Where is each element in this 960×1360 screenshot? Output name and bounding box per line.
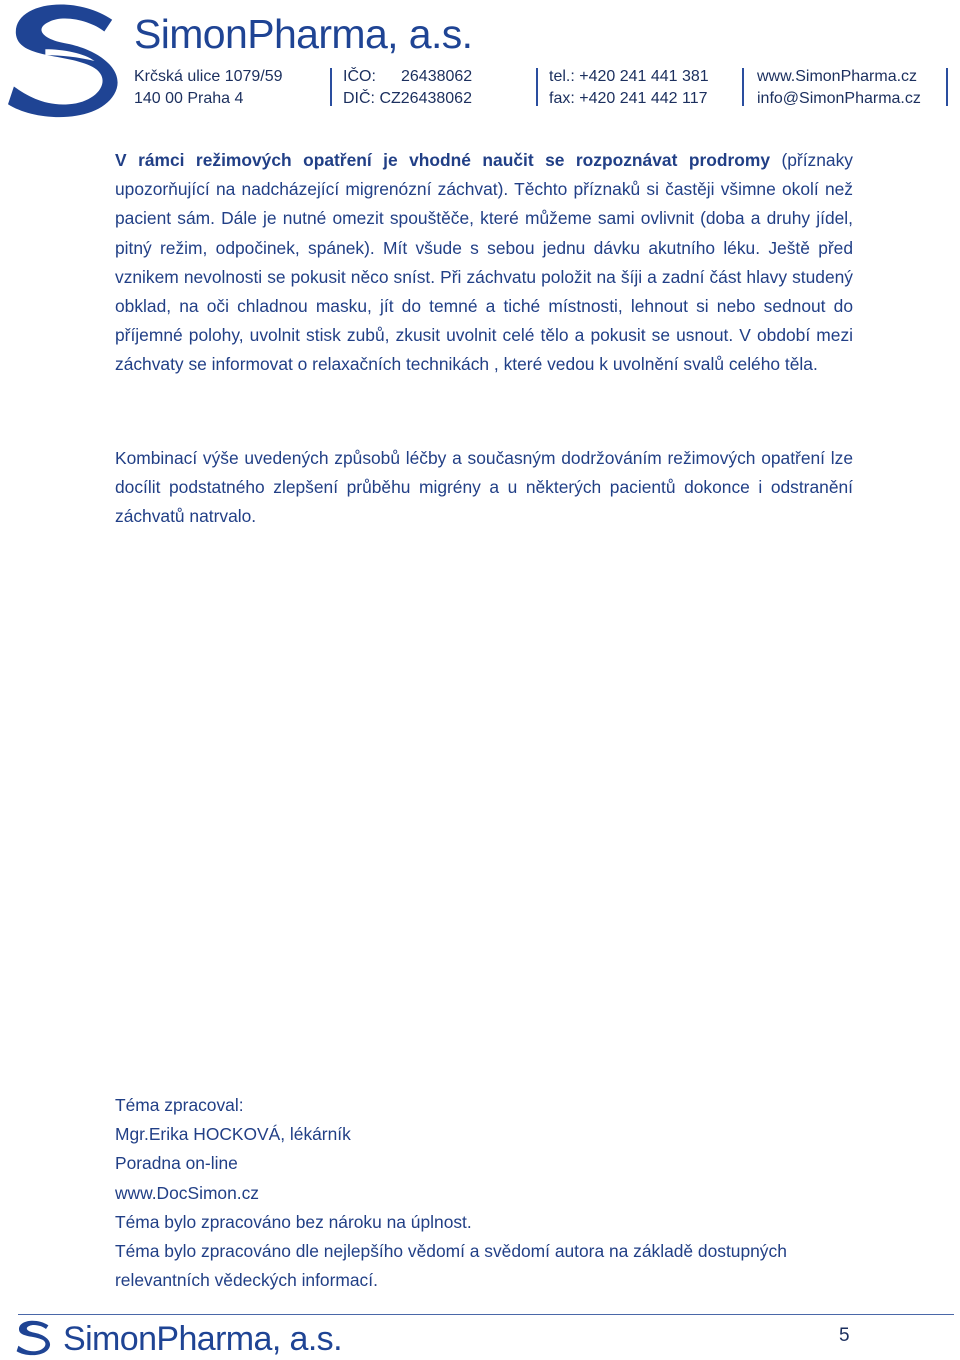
address-block <box>134 66 283 110</box>
author-name: Mgr.Erika HOCKOVÁ, lékárník <box>115 1124 351 1145</box>
service-name: Poradna on-line <box>115 1153 238 1174</box>
company-name: SimonPharma, a.s. <box>134 11 473 57</box>
page-number: 5 <box>839 1325 850 1346</box>
city-address: 140 00 Praha 4 <box>134 90 244 107</box>
header-divider <box>946 68 948 106</box>
fax: fax: +420 241 442 117 <box>549 90 708 107</box>
disclaimer-line: relevantních vědeckých informací. <box>115 1270 378 1291</box>
dic-line: DIČ: CZ26438062 <box>343 90 472 107</box>
credits-title: Téma zpracoval: <box>115 1095 244 1115</box>
credits-block <box>115 1091 875 1295</box>
telephone: tel.: +420 241 441 381 <box>549 68 709 85</box>
footer-divider <box>18 1314 954 1315</box>
street-address: Krčská ulice 1079/59 <box>134 68 283 85</box>
bold-lead-text: V rámci režimových opatření je vhodné naučit se rozpoznávat prodromy <box>115 150 770 170</box>
document-body <box>115 146 853 531</box>
disclaimer-line: Téma bylo zpracováno dle nejlepšího vědomí a svědomí autora na základě dostupných <box>115 1241 787 1262</box>
ico-line <box>343 66 472 88</box>
website-link[interactable]: www.SimonPharma.cz <box>757 68 918 85</box>
email-link[interactable]: info@SimonPharma.cz <box>757 90 921 107</box>
paragraph-text: (příznaky upozorňující na nadcházející migrenózní záchvat). Těchto příznaků si častěji všimne okolí než pacient sám. Dále je nutné omezit spouštěče, které můžeme sami ovlivnit (doba a druhy jídel, pitný režim, odpočinek, spánek). Mít všude s sebou jednu dávku akutního léku. Ještě před vznikem nevolnosti se pokusit něco sníst. Při záchvatu položit na šíji a zadní část hlavy studený obklad, na oči chladnou masku, jít do temné a tiché místnosti, lehnout si nebo sednout do příjemné polohy, uvolnit stisk zubů, zkusit uvolnit celé tělo a pokusit se usnout. V období mezi záchvaty se informovat o relaxačních technikách , které vedou k uvolnění svalů celého těla. <box>115 150 853 375</box>
simonpharma-logo-icon <box>16 1318 52 1358</box>
paragraph-conclusion: Kombinací výše uvedených způsobů léčby a současným dodržováním režimových opatření lze docílit podstatného zlepšení průběhu migrény a u některých pacientů dokonce i odstranění záchvatů natrvalo. <box>115 447 853 527</box>
docsimon-link[interactable]: www.DocSimon.cz <box>115 1182 259 1203</box>
phone-block <box>549 66 709 110</box>
web-block <box>757 66 921 110</box>
disclaimer-line: Téma bylo zpracováno bez nároku na úplnost. <box>115 1211 472 1232</box>
ico-label: IČO: <box>343 68 376 85</box>
header-divider <box>536 68 538 106</box>
letterhead <box>0 0 960 120</box>
footer-company-name: SimonPharma, a.s. <box>63 1320 342 1358</box>
simonpharma-logo-icon <box>6 4 124 118</box>
header-divider <box>742 68 744 106</box>
paragraph-regime-measures <box>115 146 853 380</box>
registration-block <box>343 66 472 110</box>
ico-value: 26438062 <box>401 68 473 85</box>
header-divider <box>330 68 332 106</box>
